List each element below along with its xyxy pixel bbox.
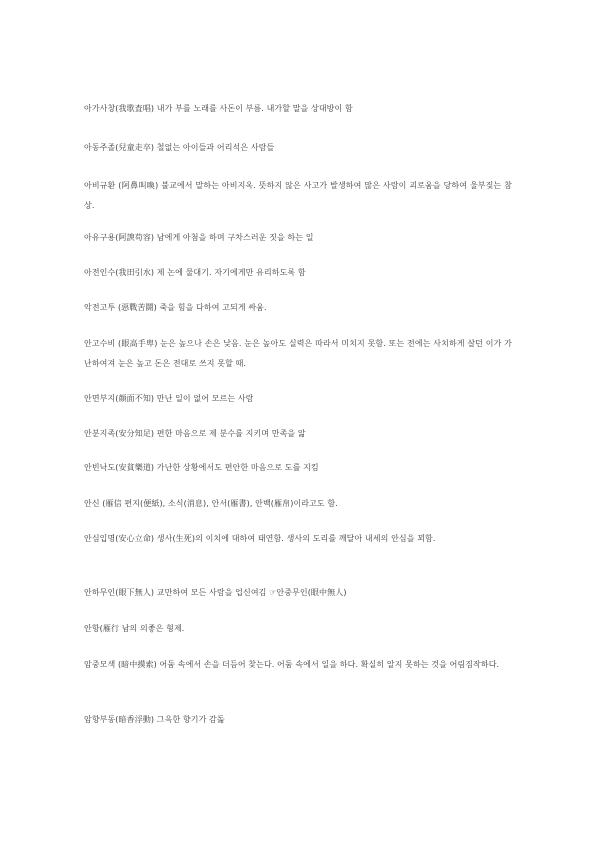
entry-a-dong-ju-jol: 아동주졸(兒童走卒) 철없는 아이들과 어리석은 사람들 [84, 143, 275, 152]
entry-am-jung-mo-saek: 암중모색 (暗中摸索) 어둠 속에서 손을 더듬어 찾는다. 어둠 속에서 일을 하다. 확실히 알지 못하는 것을 어림짐작하다. [84, 660, 500, 669]
entry-an-hang: 안항(雁行 남의 의좋은 형제. [84, 624, 185, 633]
entry-am-hyang-bu-dong: 암향부동(暗香浮動) 그윽한 향기가 감돎 [84, 715, 225, 724]
entry-an-bin-nak-do: 안빈낙도(安貧樂道) 가난한 상황에서도 편안한 마음으로 도를 지킴 [84, 463, 319, 472]
entry-a-jeon-in-su: 아전인수(我田引水) 제 논에 물대기. 자기에게만 유리하도록 함 [84, 268, 306, 277]
entry-a-bi-gyu-hwan: 아비규환 (阿鼻叫喚) 불교에서 말하는 아비지옥. 뜻하지 않은 사고가 발생하여 많은 사람이 괴로움을 당하여 울부짖는 참상. [84, 181, 512, 210]
entry-an-go-su-bi: 안고수비 (眼高手卑) 눈은 높으나 손은 낮음. 눈은 높아도 실력은 따라서 미치지 못함. 또는 전에는 사치하게 살던 이가 가난하여져 눈은 높고 돈은 전대로 쓰지 못할 때. [84, 339, 512, 368]
entry-a-yu-gu-yong: 아유구용(阿諛苟容) 남에게 아첨을 하며 구차스러운 짓을 하는 일 [84, 233, 314, 242]
entry-an-bun-ji-jok: 안분지족(安分知足) 편한 마음으로 제 분수를 지키며 만족을 앎 [84, 429, 306, 438]
entry-an-sim-ip-myeong: 안심입명(安心立命) 생사(生死)의 이치에 대하여 태연함. 생사의 도리를 깨달아 내세의 안심을 꾀함. [84, 534, 436, 543]
entry-ak-jeon-go-tu: 악전고투 (惡戰苦鬪) 죽을 힘을 다하여 고되게 싸움. [84, 303, 267, 312]
entry-an-myeon-bu-ji: 안면부지(顔面不知) 만난 일이 없어 모르는 사람 [84, 394, 254, 403]
entry-an-ha-mu-in: 안하무인(眼下無人) 교만하여 모든 사람을 업신여김 ☞안중무인(眼中無人) [84, 588, 347, 597]
entry-a-ga-sa-chang: 아가사창(我歌査唱) 내가 부를 노래를 사돈이 부름. 내가할 말을 상대방이 함 [84, 104, 353, 113]
entry-an-sin: 안신 (雁信 편지(便紙), 소식(消息), 안서(雁書), 안백(雁帛)이라고도 함. [84, 499, 338, 508]
